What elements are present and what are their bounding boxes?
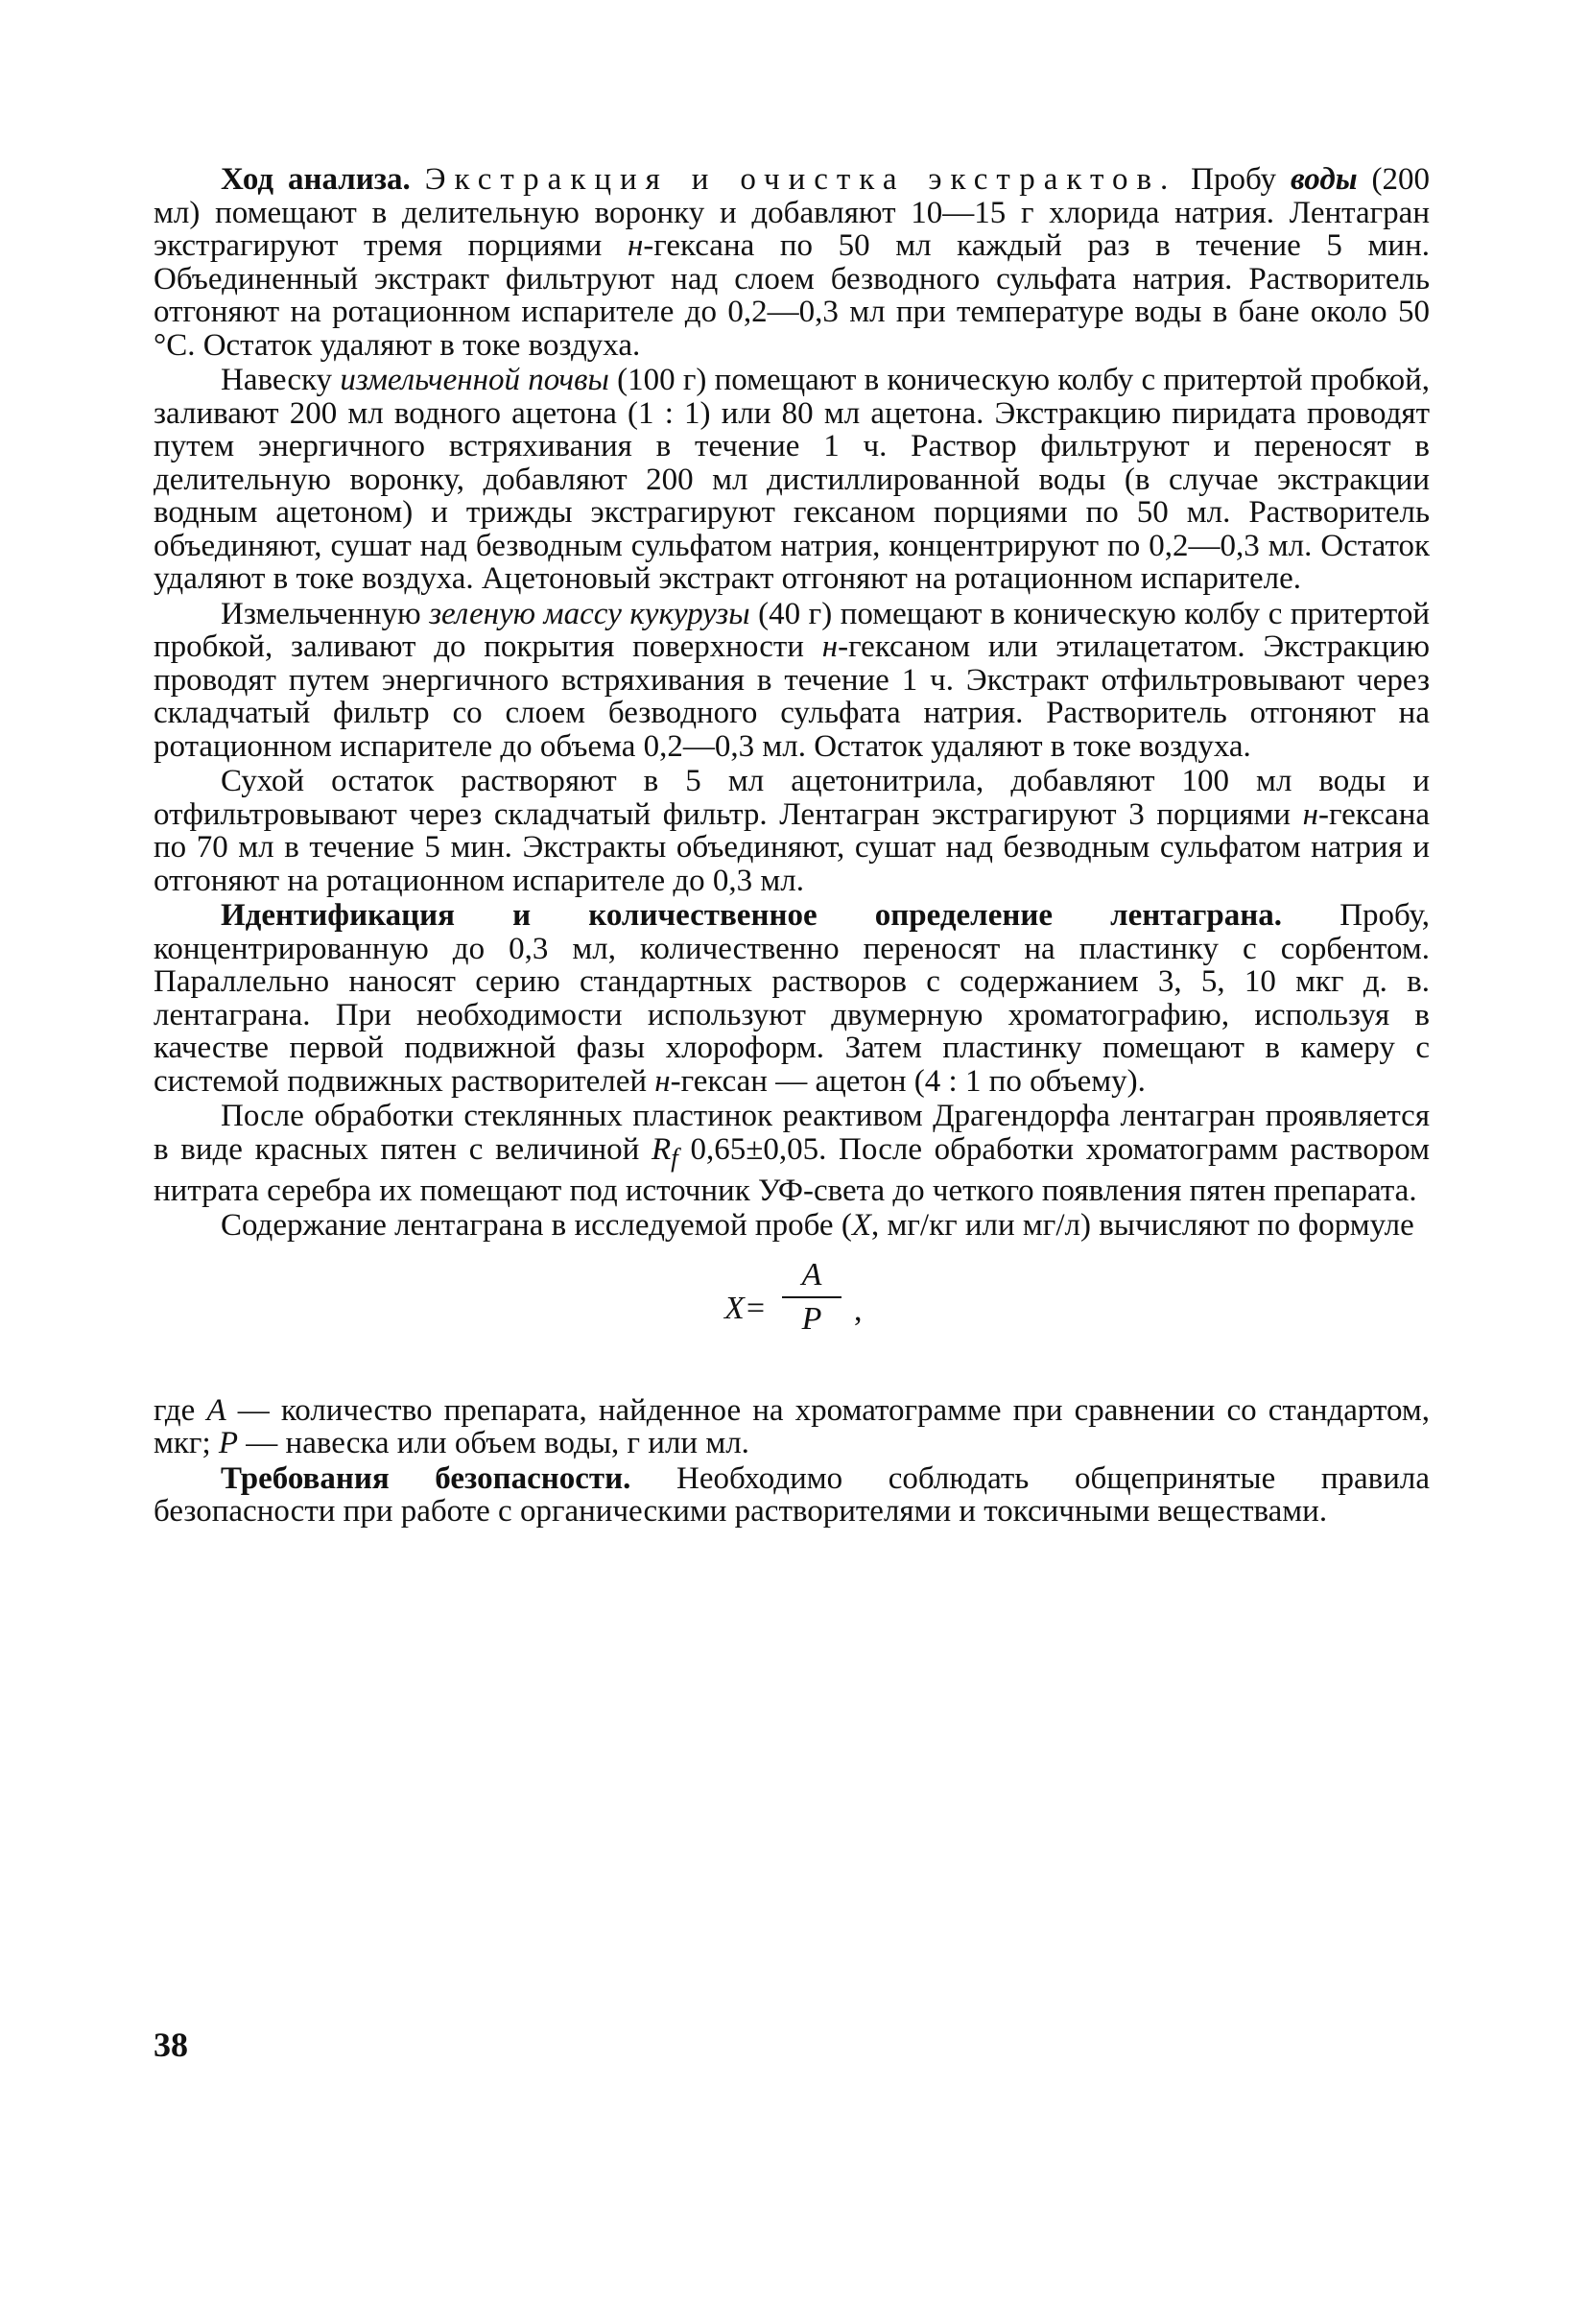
formula-numerator: A <box>801 1256 822 1292</box>
text-span: Необходимо соблюдать общепринятые правила безопасности при работе с органическими растворителями и токсичными веществами. <box>154 1460 1430 1530</box>
section-heading-analysis: Ход анализа. <box>221 162 411 197</box>
page-number: 38 <box>154 2026 188 2064</box>
text-span: — навеска или объем воды, г или мл. <box>238 1426 749 1461</box>
text-span: Пробу, концентрированную до 0,3 мл, количественно переносят на пластинку с сорбентом. Параллельно наносят серию стандартных растворов с содержанием 3, 5, 10 мкг д. в. лентаграна. При необходимости используют двумерную хроматографию, используя в качестве первой подвижной фазы хлороформ. Затем пластинку помещают в камеру с системой подвижных растворителей <box>154 898 1430 1099</box>
italic-r: R <box>652 1131 672 1167</box>
text-span: (200 мл) помещают в делительную воронку и добавляют 10—15 г хлорида натрия. Лентагран экстрагируют тремя порциями <box>154 162 1430 263</box>
paragraph-identification <box>154 899 1430 1098</box>
text-span: Сухой остаток растворяют в 5 мл ацетонитрила, добавляют 100 мл воды и отфильтровывают через складчатый фильтр. Лентагран экстрагируют 3 порциями <box>154 764 1430 832</box>
formula-fraction <box>782 1256 841 1339</box>
emphasis-soil: измельченной почвы <box>340 363 609 397</box>
text-span: — количество препарата, найденное на хроматограмме при сравнении со стандартом, мкг; <box>154 1392 1430 1461</box>
subscript-f: f <box>671 1142 678 1173</box>
text-span: где <box>154 1392 207 1428</box>
emphasis-corn: зеленую массу кукурузы <box>429 596 750 631</box>
paragraph-analysis-procedure <box>154 163 1430 362</box>
paragraph-safety <box>154 1462 1430 1529</box>
document-body <box>154 163 1430 1530</box>
italic-n: н <box>821 629 839 664</box>
paragraph-soil <box>154 364 1430 596</box>
section-heading-identification: Идентификация и количественное определение лентаграна. <box>221 898 1283 933</box>
italic-a: A <box>206 1392 226 1428</box>
text-span: -гексаном или этилацетатом. Экстракцию проводят путем энергичного встряхивания в течение 1 ч. Экстракт отфильтровывают через складчатый фильтр со слоем безводного сульфата натрия. Растворитель отгоняют на ротационном испарителе до объема 0,2—0,3 мл. Остаток удаляют в токе воздуха. <box>154 629 1430 764</box>
formula-denominator: P <box>801 1300 822 1337</box>
text-span: Содержание лентаграна в исследуемой пробе ( <box>221 1208 852 1244</box>
text-span: Измельченную <box>221 596 430 631</box>
text-span: 0,65±0,05. После обработки хроматограмм раствором нитрата серебра их помещают под источник УФ-света до четкого появления пятен препарата. <box>154 1131 1431 1208</box>
paragraph-corn <box>154 598 1430 764</box>
paragraph-content-calc <box>154 1209 1430 1243</box>
paragraph-dry-residue <box>154 765 1430 897</box>
italic-p: P <box>218 1426 239 1461</box>
subheading-extraction: Экстракция и очистка экстрактов. <box>424 162 1177 197</box>
text-span: (100 г) помещают в коническую колбу с притертой пробкой, заливают 200 мл водного ацетона (1 : 1) или 80 мл ацетона. Экстракцию пиридата проводят путем энергичного встряхивания в течение 1 ч. Раствор фильтруют и переносят в делительную воронку, добавляют 200 мл дистиллированной воды (в случае экстракции водным ацетоном) и трижды экстрагируют гексаном порциями по 50 мл. Растворитель объединяют, сушат над безводным сульфатом натрия, концентрируют по 0,2—0,3 мл. Остаток удаляют в токе воздуха. Ацетоновый экстракт отгоняют на ротационном испарителе. <box>154 363 1430 596</box>
formula-lhs: X= <box>724 1290 767 1326</box>
text-span: -гексана по 70 мл в течение 5 мин. Экстракты объединяют, сушат над безводным сульфатом натрия и отгоняют на ротационном испарителе до 0,3 мл. <box>154 796 1430 898</box>
text-span: Пробу <box>1176 162 1291 197</box>
text-span: -гексан — ацетон (4 : 1 по объему). <box>670 1063 1146 1099</box>
formula-trail: , <box>854 1292 863 1328</box>
emphasis-water: воды <box>1290 162 1358 197</box>
text-span: , мг/кг или мг/л) вычисляют по формуле <box>870 1208 1414 1244</box>
italic-n: н <box>1302 796 1319 832</box>
text-span: (40 г) помещают в коническую колбу с притертой пробкой, заливают до покрытия поверхности <box>154 596 1430 664</box>
formula <box>154 1254 1430 1379</box>
text-span: -гексана по 50 мл каждый раз в течение 5 мин. Объединенный экстракт фильтруют над слоем безводного сульфата натрия. Растворитель отгоняют на ротационном испарителе до 0,2—0,3 мл при температуре воды в бане около 50 °C. Остаток удаляют в токе воздуха. <box>154 228 1430 363</box>
text-span: После обработки стеклянных пластинок реактивом Драгендорфа лентагран проявляется в виде красных пятен с величиной <box>154 1099 1430 1167</box>
text-span: Навеску <box>221 363 341 397</box>
italic-x: X <box>851 1208 871 1244</box>
section-heading-safety: Требования безопасности. <box>221 1460 631 1496</box>
fraction-bar <box>782 1296 841 1298</box>
paragraph-where <box>154 1394 1430 1460</box>
paragraph-plate-treatment <box>154 1100 1430 1207</box>
italic-n: н <box>654 1063 671 1099</box>
italic-n: н <box>627 228 644 263</box>
